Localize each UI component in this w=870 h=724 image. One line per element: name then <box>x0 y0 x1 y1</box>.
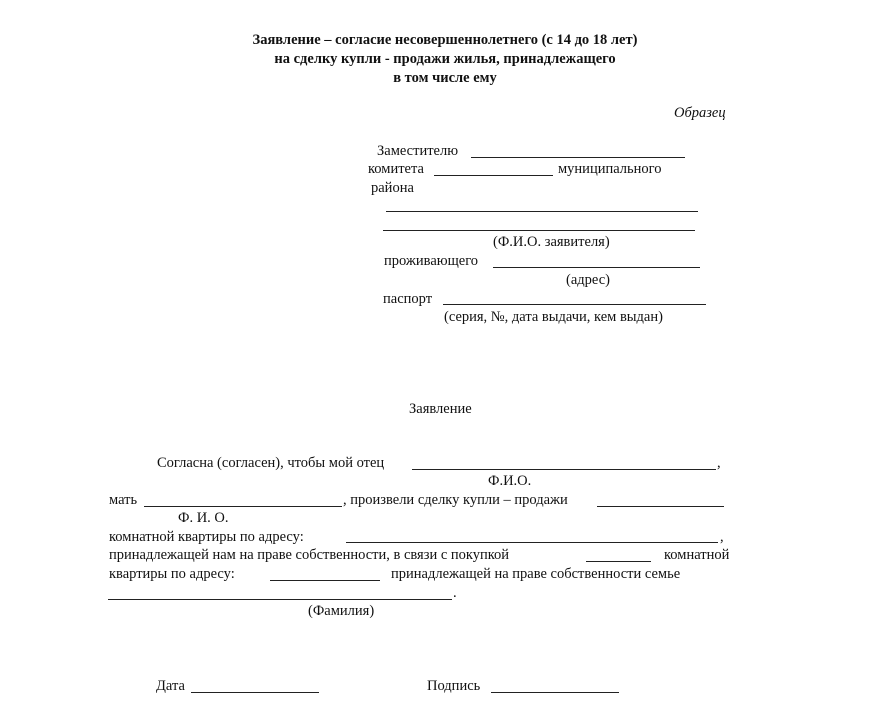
residing-label: проживающего <box>384 253 479 269</box>
applicant-blank-1 <box>386 211 698 212</box>
passport-hint: (серия, №, дата выдачи, кем выдан) <box>444 309 663 325</box>
fio-hint-1: Ф.И.О. <box>488 473 532 489</box>
mother-name-blank <box>144 506 342 507</box>
deal-blank <box>597 506 724 507</box>
rooms-address-text: комнатной квартиры по адресу: <box>109 529 304 545</box>
address-hint: (адрес) <box>566 272 610 288</box>
title-line-2: на сделку купли - продажи жилья, принадлежащего <box>274 51 616 67</box>
deputy-name-blank <box>471 157 685 158</box>
sample-label: Образец <box>674 105 726 121</box>
family-surname-blank <box>108 599 452 600</box>
apartment-address-text: квартиры по адресу: <box>109 566 235 582</box>
signature-blank <box>491 692 619 693</box>
to-deputy-label: Заместителю <box>377 143 459 159</box>
mother-label: мать <box>109 492 138 508</box>
father-name-blank <box>412 469 716 470</box>
belonging-text-2: принадлежащей на праве собственности семье <box>391 566 681 582</box>
title-line-1: Заявление – согласие несовершеннолетнего (с 14 до 18 лет) <box>252 32 638 48</box>
signature-label: Подпись <box>427 678 481 694</box>
surname-hint: (Фамилия) <box>308 603 375 619</box>
rooms-count-blank <box>586 561 651 562</box>
applicant-fio-hint: (Ф.И.О. заявителя) <box>493 234 610 250</box>
committee-blank <box>434 175 553 176</box>
municipal-label: муниципального <box>558 161 662 177</box>
comma-2: , <box>720 529 724 545</box>
belonging-text-1: принадлежащей нам на праве собственности, в связи с покупкой <box>109 547 510 563</box>
rooms-text: комнатной <box>664 547 730 563</box>
statement-title: Заявление <box>409 401 472 417</box>
address-blank-2 <box>270 580 380 581</box>
consent-text: Согласна (согласен), чтобы мой отец <box>157 455 385 471</box>
date-label: Дата <box>156 678 185 694</box>
date-blank <box>191 692 319 693</box>
address-blank <box>493 267 700 268</box>
fio-hint-2: Ф. И. О. <box>178 510 229 526</box>
district-label: района <box>371 180 414 196</box>
passport-label: паспорт <box>383 291 433 307</box>
period: . <box>453 585 457 601</box>
passport-blank <box>443 304 706 305</box>
applicant-blank-2 <box>383 230 695 231</box>
title-line-3: в том числе ему <box>393 70 497 86</box>
address-blank-1 <box>346 542 718 543</box>
comma-1: , <box>717 455 721 471</box>
made-deal-text: , произвели сделку купли – продажи <box>343 492 568 508</box>
committee-label: комитета <box>368 161 424 177</box>
